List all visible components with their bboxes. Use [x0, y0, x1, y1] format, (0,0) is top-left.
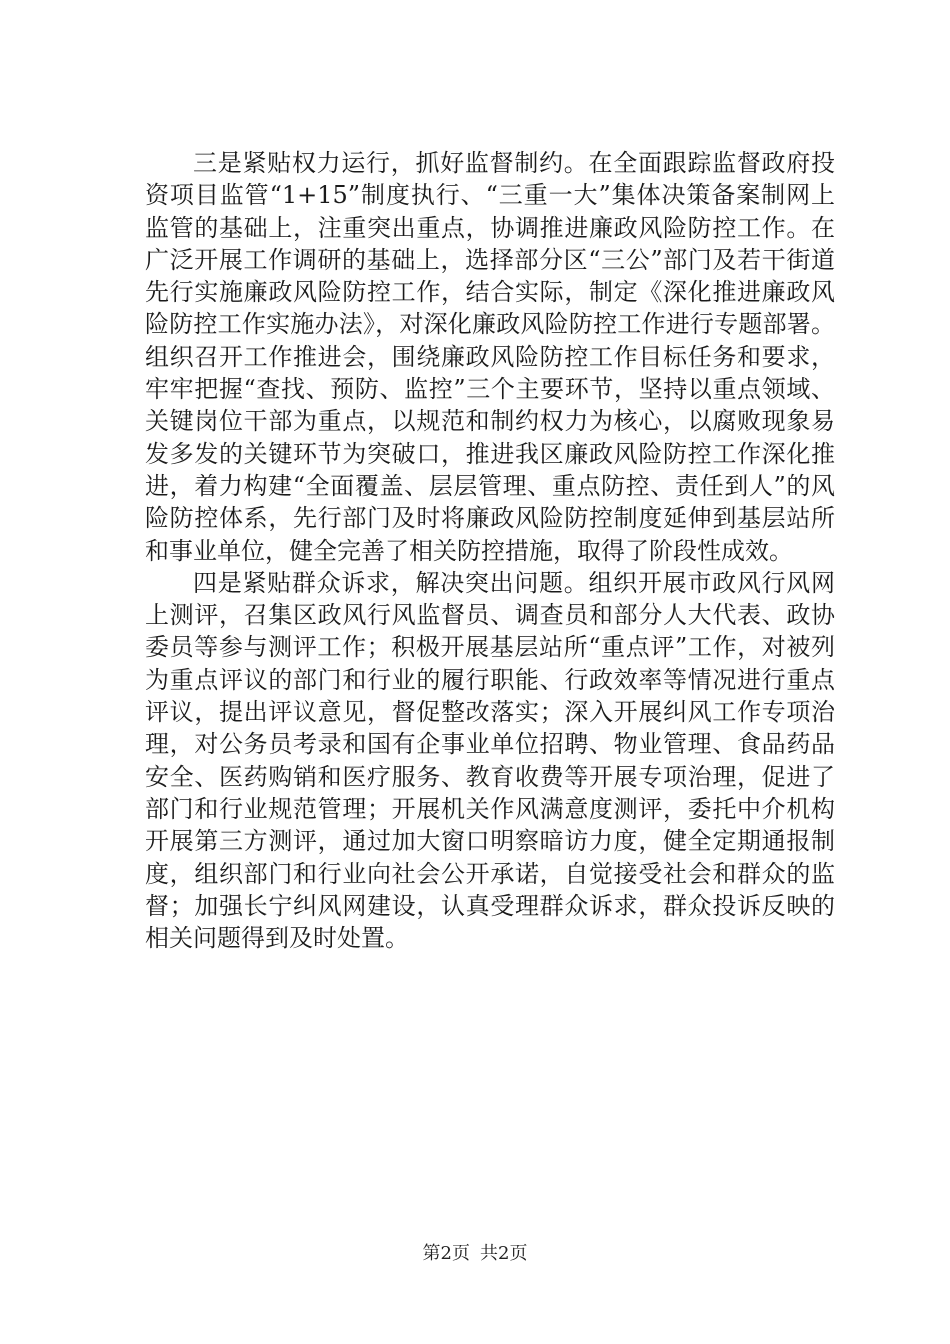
paragraph-public-appeals: 四是紧贴群众诉求，解决突出问题。组织开展市政风行风网上测评，召集区政风行风监督员、调查员和部分人大代表、政协委员等参与测评工作；积极开展基层站所“重点评”工作，对被列为重点评议的部门和行业的履行职能、行政效率等情况进行重点评议，提出评议意见，督促整改落实；深入开展纠风工作专项治理，对公务员考录和国有企事业单位招聘、物业管理、食品药品安全、医药购销和医疗服务、教育收费等开展专项治理，促进了部门和行业规范管理；开展机关作风满意度测评，委托中介机构开展第三方测评，通过加大窗口明察暗访力度，健全定期通报制度，组织部门和行业向社会公开承诺，自觉接受社会和群众的监督；加强长宁纠风网建设，认真受理群众诉求，群众投诉反映的相关问题得到及时处置。: [145, 568, 835, 953]
page-footer: [0, 1242, 950, 1266]
page-total: 共2页: [480, 1243, 528, 1264]
document-body: [145, 147, 835, 954]
page-number: 第2页: [422, 1243, 470, 1264]
paragraph-supervision: 三是紧贴权力运行，抓好监督制约。在全面跟踪监督政府投资项目监管“1+15”制度执行、“三重一大”集体决策备案制网上监管的基础上，注重突出重点，协调推进廉政风险防控工作。在广泛开展工作调研的基础上，选择部分区“三公”部门及若干街道先行实施廉政风险防控工作，结合实际，制定《深化推进廉政风险防控工作实施办法》，对深化廉政风险防控工作进行专题部署。组织召开工作推进会，围绕廉政风险防控工作目标任务和要求，牢牢把握“查找、预防、监控”三个主要环节，坚持以重点领域、关键岗位干部为重点，以规范和制约权力为核心，以腐败现象易发多发的关键环节为突破口，推进我区廉政风险防控工作深化推进，着力构建“全面覆盖、层层管理、重点防控、责任到人”的风险防控体系，先行部门及时将廉政风险防控制度延伸到基层站所和事业单位，健全完善了相关防控措施，取得了阶段性成效。: [145, 149, 835, 565]
